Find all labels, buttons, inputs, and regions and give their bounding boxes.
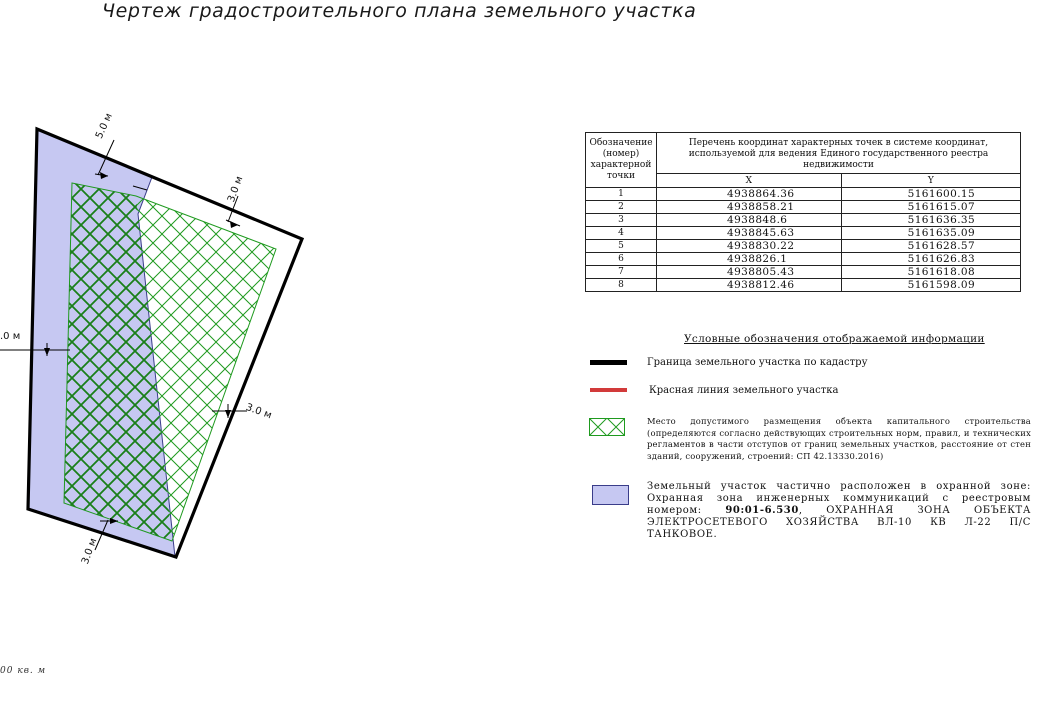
table-row (586, 214, 1021, 227)
point-number: 6 (586, 253, 657, 266)
coord-y: 5161598.09 (841, 279, 1020, 292)
legend-build-area-symbol (589, 418, 625, 436)
table-row (586, 227, 1021, 240)
coord-x: 4938864.36 (657, 188, 842, 201)
dim-label-bottom: 3.0 м (80, 536, 100, 566)
coord-y: 5161636.35 (841, 214, 1020, 227)
legend-red-line-symbol (590, 388, 627, 392)
coord-x: 4938830.22 (657, 240, 842, 253)
point-number: 4 (586, 227, 657, 240)
legend-build-area-label: Место допустимого размещения объекта капитального строительства (определяются согласно действующих строительных норм, правил, и технических регламентов в части отступов от границ земельных участков, расстояние от стен зданий, сооружений, строений: СП 42.13330.2016) (647, 416, 1031, 461)
coord-y: 5161626.83 (841, 253, 1020, 266)
dim-label-left: .0 м (0, 331, 21, 342)
coord-y: 5161635.09 (841, 227, 1020, 240)
table-row (586, 201, 1021, 214)
dim-label-top-right: 3.0 м (226, 174, 246, 204)
coord-x: 4938826.1 (657, 253, 842, 266)
coord-x: 4938845.63 (657, 227, 842, 240)
point-number: 8 (586, 279, 657, 292)
legend-heading: Условные обозначения отображаемой информации (684, 333, 985, 345)
point-number: 7 (586, 266, 657, 279)
area-caption: 00 кв. м (0, 666, 47, 676)
table-row (586, 253, 1021, 266)
table-row (586, 266, 1021, 279)
legend-protection-zone-label (647, 481, 1031, 541)
legend-red-line-label: Красная линия земельного участка (649, 385, 839, 396)
legend-boundary-symbol (590, 360, 627, 365)
protection-zone-text-1: Земельный участок частично расположен в охранной зоне: Охранная зона инженерных коммуникаций с реестровым номером: (647, 481, 1031, 516)
legend-protection-zone-symbol (592, 485, 629, 505)
protection-zone-number: 90:01-6.530 (725, 505, 799, 516)
drawing-title: Чертеж градостроительного плана земельного участка (102, 0, 697, 22)
point-number: 1 (586, 188, 657, 201)
header-coordinates: Перечень координат характерных точек в системе координат, используемой для ведения Единого государственного реестра недвижимости (657, 133, 1021, 174)
table-row (586, 279, 1021, 292)
header-y: Y (841, 174, 1020, 188)
header-x: X (657, 174, 842, 188)
coord-x: 4938812.46 (657, 279, 842, 292)
coord-y: 5161615.07 (841, 201, 1020, 214)
coord-y: 5161628.57 (841, 240, 1020, 253)
coordinates-table (585, 132, 1021, 292)
dim-label-top-left: 5.0 м (94, 111, 115, 141)
point-number: 2 (586, 201, 657, 214)
table-row (586, 240, 1021, 253)
coord-y: 5161618.08 (841, 266, 1020, 279)
dim-label-right: 3.0 м (244, 402, 274, 422)
legend-boundary-label: Граница земельного участка по кадастру (647, 357, 868, 368)
point-number: 3 (586, 214, 657, 227)
table-row (586, 188, 1021, 201)
coord-y: 5161600.15 (841, 188, 1020, 201)
protection-zone-text-2: , ОХРАННАЯ ЗОНА ОБЪЕКТА ЭЛЕКТРОСЕТЕВОГО ХОЗЯЙСТВА ВЛ-10 КВ Л-22 П/С ТАНКОВОЕ. (647, 505, 1031, 540)
point-number: 5 (586, 240, 657, 253)
coord-x: 4938858.21 (657, 201, 842, 214)
coord-x: 4938848.6 (657, 214, 842, 227)
coord-x: 4938805.43 (657, 266, 842, 279)
header-point-number: Обозначение (номер) характерной точки (586, 133, 657, 188)
